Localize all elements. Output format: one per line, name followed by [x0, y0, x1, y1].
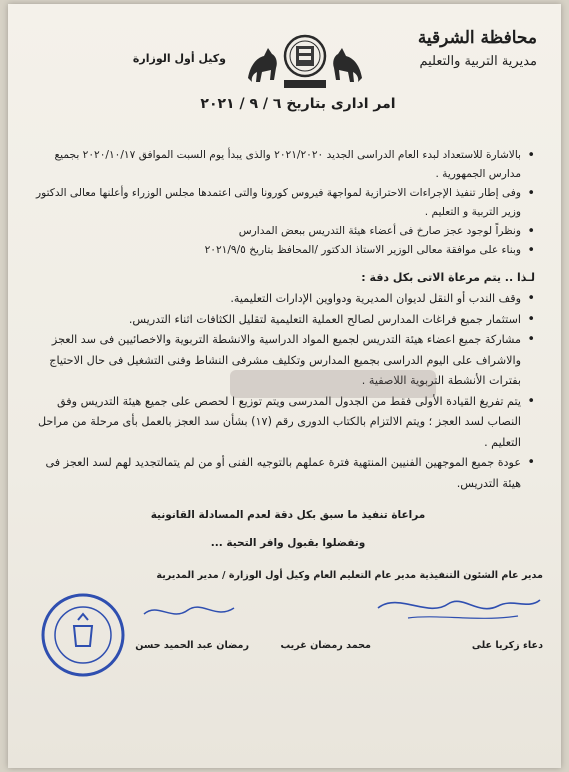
header-left: [86, 52, 226, 65]
closing-instruction: مراعاة تنفيذ ما سبق بكل دقة لعدم المسادلة القانونية: [150, 509, 426, 521]
closing-greeting: وتفضلوا بقبول وافر التحية ...: [210, 537, 366, 549]
governorate-emblem-icon: [240, 26, 370, 96]
preamble-section: [35, 146, 535, 260]
document-page: [8, 4, 561, 768]
official-stamp-icon: [38, 590, 128, 680]
decision-item: • عودة جميع الموجهين الفنيين المنتهية فترة عملهم بالتوجيه الفنى أو من لم يتمالتجديد لهم لسد العجز فى هيئة التدريس.: [35, 453, 535, 494]
governorate-name: محافظة الشرقية: [417, 28, 537, 48]
preamble-item: • وفى إطار تنفيذ الإجراءات الاحترازية لمواجهة فيروس كورونا والتى اعتمدها مجلس الوزراء وأعلنها معالى الدكتور وزير التربية و التعليم .: [35, 184, 535, 222]
signatories-titles: مدير عام الشئون التنفيذية مدير عام التعليم العام وكيل أول الوزارة / مدير المديرية: [156, 570, 543, 581]
decision-item: • استثمار جميع فراغات المدارس لصالح العملية التعليمية لتقليل الكثافات اثناء التدريس.: [35, 310, 535, 331]
decision-item: • وقف الندب أو النقل لديوان المديرية ودواوين الإدارات التعليمية.: [35, 289, 535, 310]
document-title: امر ادارى بتاريخ ٦ / ٩ / ٢٠٢١: [200, 96, 396, 112]
decision-item: • يتم تفريغ القيادة الأولى فقط من الجدول المدرسى ويتم توزيع ا لحصص على جميع هيئة التدريس وفق النصاب لسد العجز ؛ ويتم الالتزام بالكتاب الدورى رقم (١٧) بشأن سد العجز بالعمل بأى مرحلة من مراحل التعليم .: [35, 392, 535, 454]
signatory-name: محمد رمضان غريب: [280, 640, 371, 651]
directorate-name: مديرية التربية والتعليم: [419, 54, 537, 69]
decision-item: • مشاركة جميع اعضاء هيئة التدريس لجميع المواد الدراسية والانشطة التربوية والاخصائيين فى سد العجز والاشراف على اليوم الدراسى بجميع المدارس وتكليف مشرفى النشاط وفنى التشغيل فى حال الاحتياج بفترات الأنشطة التربوية اللاصفية .: [35, 330, 535, 392]
preamble-item: • وبناء على موافقة معالى الوزير الاستاذ الدكتور /المحافظ بتاريخ ٢٠٢١/٩/٥: [35, 241, 535, 260]
deputy-label: وكيل أول الوزارة: [132, 52, 226, 65]
preamble-item: • ونظراً لوجود عجز صارخ فى أعضاء هيئة التدريس ببعض المدارس: [35, 222, 535, 241]
watermark-logo: [228, 364, 438, 404]
decisions-lead: لـذا .. يتم مرعاة الاتى بكل دقة :: [361, 271, 535, 284]
signature-scribble: [138, 596, 248, 630]
preamble-item: • بالاشارة للاستعداد لبدء العام الدراسى الجديد ٢٠٢١/٢٠٢٠ والذى يبدأ يوم السبت الموافق ٢٠٢٠/١٠/١٧ بجميع مدارس الجمهورية .: [35, 146, 535, 184]
signature-scribble: [368, 588, 548, 628]
signatory-name: دعاء زكريا على: [471, 640, 543, 651]
signatory-name: رمضان عبد الحميد حسن: [135, 640, 249, 651]
